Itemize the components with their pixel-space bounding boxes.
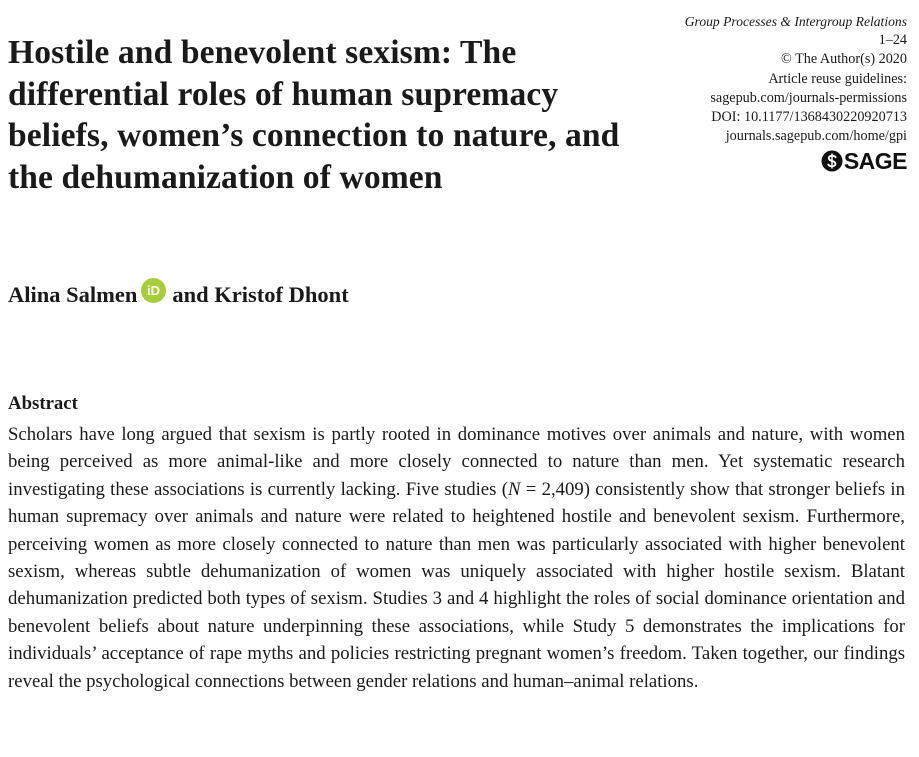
orcid-icon[interactable] xyxy=(141,278,166,311)
reuse-link[interactable]: sagepub.com/journals-permissions xyxy=(710,89,907,106)
article-title: Hostile and benevolent sexism: The differential roles of human supremacy beliefs, women’s connection to nature, and the dehumanization of women xyxy=(8,34,620,196)
n-symbol: N xyxy=(507,478,521,500)
abstract-part-1: Scholars have long argued that sexism is partly rooted in dominance motives over animals and nature, with women being perceived as more animal-like and more closely connected to nature than men. Yet systematic research investigating these associations is currently lacking. Five studies ( xyxy=(8,424,905,500)
abstract-heading: Abstract xyxy=(8,393,78,414)
reuse-label: Article reuse guidelines: xyxy=(768,70,907,87)
doi-link[interactable]: DOI: 10.1177/1368430220920713 xyxy=(711,109,907,126)
journal-url-link[interactable]: journals.sagepub.com/home/gpi xyxy=(725,128,907,145)
abstract-part-2: = 2,409) consistently show that stronger beliefs in human supremacy over animals and nature were related to heightened hostile and benevolent sexism. Furthermore, perceiving women as more closely connected to nature than men was particularly associated with higher benevolent sexism, whereas subtle dehumanization of women was uniquely associated with higher hostile sexism. Blatant dehumanization predicted both types of sexism. Studies 3 and 4 highlight the roles of social dominance orientation and benevolent beliefs about nature underpinning these associations, while Study 5 demonstrates the implications for individuals’ acceptance of rape myths and policies restricting pregnant women’s freedom. Taken together, our findings reveal the psychological connections between gender relations and human–animal relations. xyxy=(8,478,905,692)
abstract-text xyxy=(8,421,905,695)
author-name-dhont[interactable]: and Kristof Dhont xyxy=(172,281,349,307)
copyright: © The Author(s) 2020 xyxy=(781,51,907,68)
author-line xyxy=(8,278,349,311)
sage-dollar-icon xyxy=(821,150,843,172)
orcid-icon-text: iD xyxy=(147,283,161,299)
author-name-salmen[interactable]: Alina Salmen xyxy=(8,281,138,307)
journal-name: Group Processes & Intergroup Relations xyxy=(684,14,907,29)
sage-wordmark: SAGE xyxy=(843,148,907,175)
orcid-badge xyxy=(141,278,166,303)
page-range: 1–24 xyxy=(878,32,907,49)
